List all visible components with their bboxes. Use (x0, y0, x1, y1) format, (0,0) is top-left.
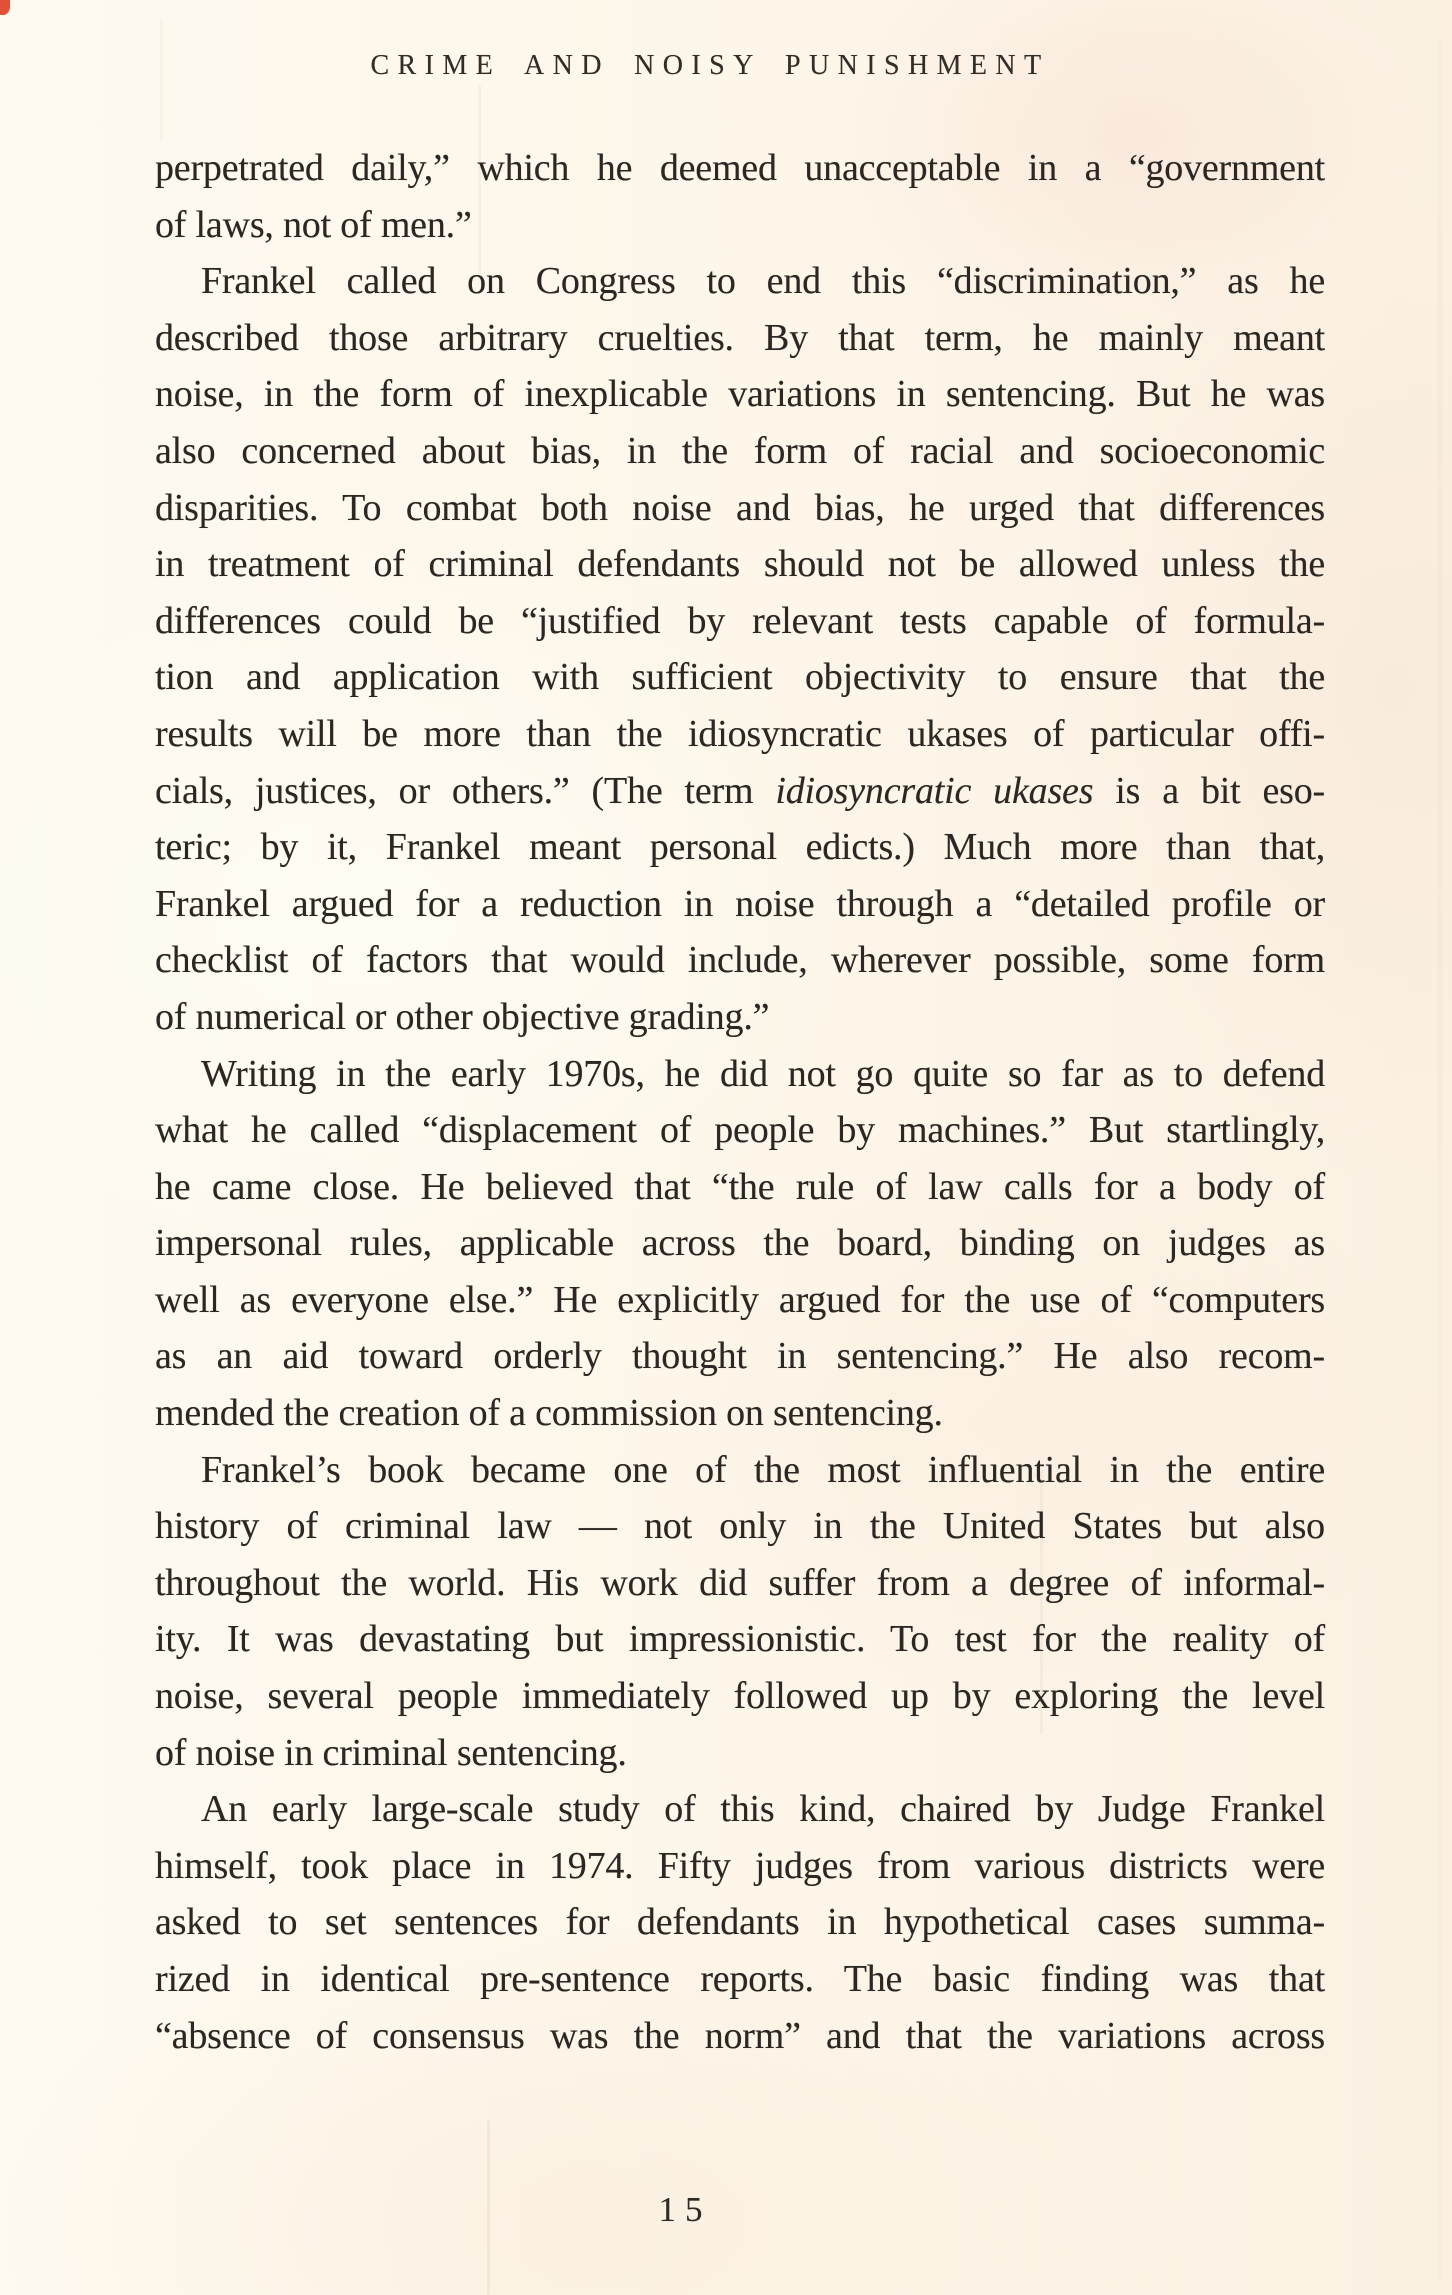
text-line (155, 2008, 1325, 2065)
text-line (155, 1272, 1325, 1329)
text-segment: Frankel argued for a reduction in noise through a “detailed profile or (155, 882, 1325, 925)
text-line (155, 310, 1325, 367)
red-corner-mark (0, 0, 10, 15)
text-line (155, 763, 1325, 820)
text-segment: in treatment of criminal defendants should not be allowed unless the (155, 543, 1325, 586)
text-segment: of numerical or other objective grading.” (155, 995, 770, 1038)
text-segment: “absence of consensus was the norm” and that the variations across (155, 2014, 1325, 2057)
text-segment: rized in identical pre-sentence reports. The basic finding was that (155, 1958, 1325, 2000)
text-segment: is a bit eso- (1093, 769, 1325, 812)
text-line (155, 1102, 1325, 1159)
text-line (155, 1498, 1325, 1555)
text-segment: perpetrated daily,” which he deemed unacceptable in a “government (155, 147, 1325, 189)
text-segment: as an aid toward orderly thought in sentencing.” He also recom- (155, 1335, 1325, 1378)
text-segment: of noise in criminal sentencing. (155, 1731, 627, 1774)
text-line (155, 1046, 1325, 1103)
text-segment: he came close. He believed that “the rule of law calls for a body of (155, 1165, 1325, 1208)
text-line (155, 1159, 1325, 1216)
paragraph (155, 1442, 1325, 1782)
text-column (155, 140, 1325, 2064)
text-segment: teric; by it, Frankel meant personal edicts.) Much more than that, (155, 826, 1325, 869)
text-segment: Frankel’s book became one of the most influential in the entire (201, 1448, 1325, 1491)
text-segment: cials, justices, or others.” (The term (155, 769, 776, 812)
paragraph (155, 253, 1325, 1045)
text-segment: noise, in the form of inexplicable variations in sentencing. But he was (155, 373, 1325, 416)
text-line (155, 1668, 1325, 1725)
text-segment: An early large-scale study of this kind, chaired by Judge Frankel (201, 1788, 1325, 1831)
text-line (155, 536, 1325, 593)
text-line (155, 932, 1325, 989)
text-line (155, 140, 1325, 197)
text-segment: mended the creation of a commission on sentencing. (155, 1392, 943, 1435)
text-segment: results will be more than the idiosyncratic ukases of particular offi- (155, 712, 1325, 755)
text-line (155, 423, 1325, 480)
scan-crease (1438, 40, 1442, 2280)
text-segment: Frankel called on Congress to end this “discrimination,” as he (201, 260, 1325, 303)
text-segment: tion and application with sufficient objectivity to ensure that the (155, 656, 1325, 699)
text-line (155, 593, 1325, 650)
paragraph (155, 1781, 1325, 2064)
text-segment: throughout the world. His work did suffer from a degree of informal- (155, 1561, 1325, 1604)
text-line (155, 819, 1325, 876)
paragraph (155, 140, 1325, 253)
text-line (155, 1951, 1325, 2008)
text-line (155, 253, 1325, 310)
text-segment: of laws, not of men.” (155, 203, 472, 246)
text-line (155, 876, 1325, 933)
text-segment: ity. It was devastating but impressionistic. To test for the reality of (155, 1618, 1325, 1661)
text-line (155, 1838, 1325, 1895)
text-line (155, 1894, 1325, 1951)
text-line (155, 197, 1325, 254)
text-segment: himself, took place in 1974. Fifty judges from various districts were (155, 1844, 1325, 1887)
text-line (155, 989, 1325, 1046)
text-line (155, 1725, 1325, 1782)
text-segment: checklist of factors that would include, wherever possible, some form (155, 939, 1325, 982)
text-line (155, 1611, 1325, 1668)
text-segment: asked to set sentences for defendants in hypothetical cases summa- (155, 1901, 1325, 1944)
text-segment: Writing in the early 1970s, he did not go quite so far as to defend (201, 1052, 1325, 1095)
text-line (155, 1385, 1325, 1442)
text-segment: impersonal rules, applicable across the board, binding on judges as (155, 1222, 1325, 1265)
italic-term: idiosyncratic ukases (775, 769, 1094, 812)
text-segment: what he called “displacement of people by machines.” But startlingly, (155, 1109, 1325, 1152)
text-segment: described those arbitrary cruelties. By that term, he mainly meant (155, 316, 1325, 359)
paragraph (155, 1046, 1325, 1442)
text-line (155, 649, 1325, 706)
text-line (155, 366, 1325, 423)
text-segment: well as everyone else.” He explicitly argued for the use of “computers (155, 1278, 1325, 1321)
text-line (155, 480, 1325, 537)
text-line (155, 706, 1325, 763)
text-line (155, 1328, 1325, 1385)
text-segment: disparities. To combat both noise and bias, he urged that differences (155, 486, 1325, 529)
text-line (155, 1555, 1325, 1612)
text-line (155, 1215, 1325, 1272)
text-segment: noise, several people immediately followed up by exploring the level (155, 1675, 1325, 1718)
text-segment: differences could be “justified by relevant tests capable of formula- (155, 599, 1325, 642)
text-line (155, 1781, 1325, 1838)
page-number: 15 (658, 2190, 712, 2229)
text-line (155, 1442, 1325, 1499)
text-segment: also concerned about bias, in the form of racial and socioeconomic (155, 429, 1325, 472)
running-header: CRIME AND NOISY PUNISHMENT (370, 50, 1050, 81)
text-segment: history of criminal law — not only in the United States but also (155, 1505, 1325, 1548)
